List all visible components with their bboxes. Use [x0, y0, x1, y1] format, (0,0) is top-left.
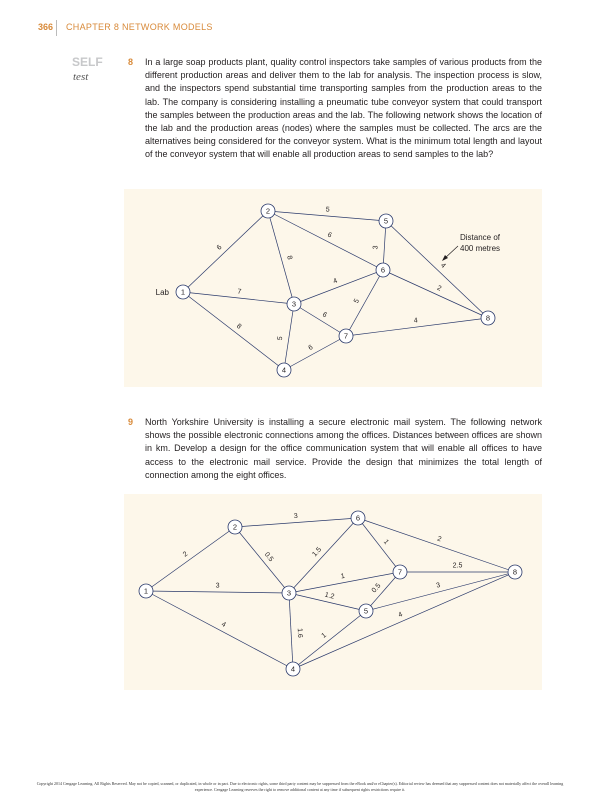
net2-edge-label-6-8: 2	[436, 535, 443, 544]
net1-edge-4-7	[284, 336, 346, 370]
net1-edge-label-6-8: 2	[435, 284, 443, 293]
net1-edge-label-3-7: 6	[320, 311, 328, 320]
net1-edge-label-1-2: 6	[215, 243, 224, 252]
net2-edge-1-3	[146, 591, 289, 593]
net2-edge-4-8	[293, 572, 515, 669]
question-9-text: North Yorkshire University is installing a secure electronic mail system. The following network shows the possible electronic connections among the offices. Distances between offices are shown in km. Develop a design for the office communication system that will enable all offices to have access to the electronic mail service. Provide the design that minimizes the total length of connection among the eight offices.	[145, 417, 542, 480]
net2-node-label-6: 6	[355, 513, 361, 523]
net2-node-label-4: 4	[290, 664, 296, 674]
net1-edge-label-3-6: 4	[332, 277, 339, 286]
net1-node-label-3: 3	[291, 299, 297, 309]
net2-edge-5-8	[366, 572, 515, 611]
net2-edge-1-4	[146, 588, 293, 669]
self-test-badge-test: test	[73, 71, 89, 83]
net1-edge-label-6-7: 5	[353, 297, 362, 305]
net1-edge-label-5-6: 3	[372, 245, 380, 250]
net1-node-label-7: 7	[343, 331, 349, 341]
net1-node-label-4: 4	[281, 365, 287, 375]
net2-edge-label-2-3: 0.5	[262, 551, 275, 564]
page-header	[0, 20, 600, 40]
net2-edge-label-3-4: 1.6	[295, 627, 304, 639]
net2-edge-label-3-6: 1.5	[311, 546, 324, 559]
net1-node-label-1: 1	[180, 287, 186, 297]
net1-edge-label-2-3: 8	[285, 254, 294, 261]
net1-edge-label-5-8: 4	[439, 261, 447, 270]
legend-distance-line2: 400 metres	[460, 244, 501, 253]
question-9-number: 9	[128, 417, 134, 427]
net2-edge-label-1-2: 2	[181, 550, 190, 559]
lab-label: Lab	[155, 288, 169, 297]
net2-edge-label-7-8: 2.5	[452, 562, 463, 570]
net2-edge-label-3-5: 1.2	[323, 591, 335, 601]
question-8-text: In a large soap products plant, quality control inspectors take samples of various products from the different production areas and deliver them to the lab for analysis. The inspection process is slow, and the inspectors spend substantial time transporting samples from the production areas to the lab. The company is considering installing a pneumatic tube conveyor system that could transport the samples between the production areas and the lab. The following network shows the location of the lab and the production areas (nodes) where the samples must be collected. The arcs are the alternatives being considered for the conveyor system. What is the minimum total length and layout of the conveyor system that will enable all production areas to send samples to the lab?	[145, 57, 542, 160]
copyright-footer: Copyright 2014 Cengage Learning. All Rights Reserved. May not be copied, scanned, or duplicated, in whole or in part. Due to electronic rights, some third party content may be suppressed from the eBook and/or eChapter(s). Editorial review has deemed that any suppressed content does not materially affect the overall learning experience. Cengage Learning reserves the right to remove additional content at any time if subsequent rights restrictions require it.	[36, 781, 564, 792]
net1-node-label-2: 2	[265, 206, 271, 216]
net2-edge-label-1-4: 4	[220, 620, 227, 629]
self-test-badge-self: SELF	[72, 55, 103, 69]
net1-edge-2-6	[268, 211, 383, 270]
network-diagram-2	[124, 494, 542, 690]
net2-edge-6-7	[358, 518, 400, 572]
net2-edge-label-5-8: 3	[435, 581, 442, 590]
net2-node-label-7: 7	[397, 567, 403, 577]
network-1-svg	[124, 189, 542, 387]
question-8-number: 8	[128, 57, 134, 67]
net1-edge-label-2-5: 5	[325, 206, 330, 214]
net2-edge-label-1-3: 3	[215, 582, 220, 590]
net1-edge-label-2-6: 6	[326, 231, 333, 240]
net2-edge-3-4	[289, 593, 293, 669]
net2-edge-label-5-7: 0.5	[370, 582, 383, 595]
net2-node-label-8: 8	[512, 567, 518, 577]
net2-node-label-5: 5	[363, 606, 369, 616]
net2-node-label-1: 1	[143, 586, 149, 596]
net1-edge-label-4-7: 6	[307, 344, 315, 353]
net2-edge-2-3	[235, 527, 289, 593]
net2-edge-5-7	[366, 572, 400, 611]
net1-node-label-8: 8	[485, 313, 491, 323]
net2-edge-label-3-7: 1	[340, 572, 346, 581]
net2-edge-4-5	[293, 611, 366, 669]
net1-edge-6-8	[383, 270, 488, 318]
network-diagram-1	[124, 189, 542, 387]
net2-edge-label-6-7: 1	[381, 538, 390, 546]
header-divider	[56, 20, 57, 36]
net2-edge-6-8	[358, 518, 515, 572]
net1-edge-3-4	[284, 304, 294, 370]
page-number: 366	[38, 22, 54, 32]
legend-distance-line1: Distance of	[460, 233, 501, 242]
net2-edge-label-2-6: 3	[293, 512, 299, 521]
net2-edge-1-2	[146, 527, 235, 591]
chapter-title: CHAPTER 8 NETWORK MODELS	[66, 22, 213, 32]
net2-node-label-2: 2	[232, 522, 238, 532]
net1-edge-label-7-8: 4	[413, 317, 419, 325]
net1-edge-1-2	[183, 211, 268, 292]
net2-edge-label-4-5: 1	[320, 631, 328, 640]
net1-edge-label-1-4: 8	[235, 322, 243, 331]
net1-node-label-5: 5	[383, 216, 389, 226]
network-2-svg	[124, 494, 542, 690]
net1-edge-label-3-4: 5	[276, 335, 285, 341]
net1-edge-3-6	[294, 270, 383, 304]
net1-node-label-6: 6	[380, 265, 386, 275]
net1-edge-1-4	[183, 292, 284, 370]
net2-edge-label-4-8: 4	[397, 611, 404, 620]
net1-edge-3-7	[294, 304, 346, 336]
net2-node-label-3: 3	[286, 588, 292, 598]
net1-edge-6-7	[346, 270, 383, 336]
net1-edge-label-1-3: 7	[237, 288, 242, 296]
